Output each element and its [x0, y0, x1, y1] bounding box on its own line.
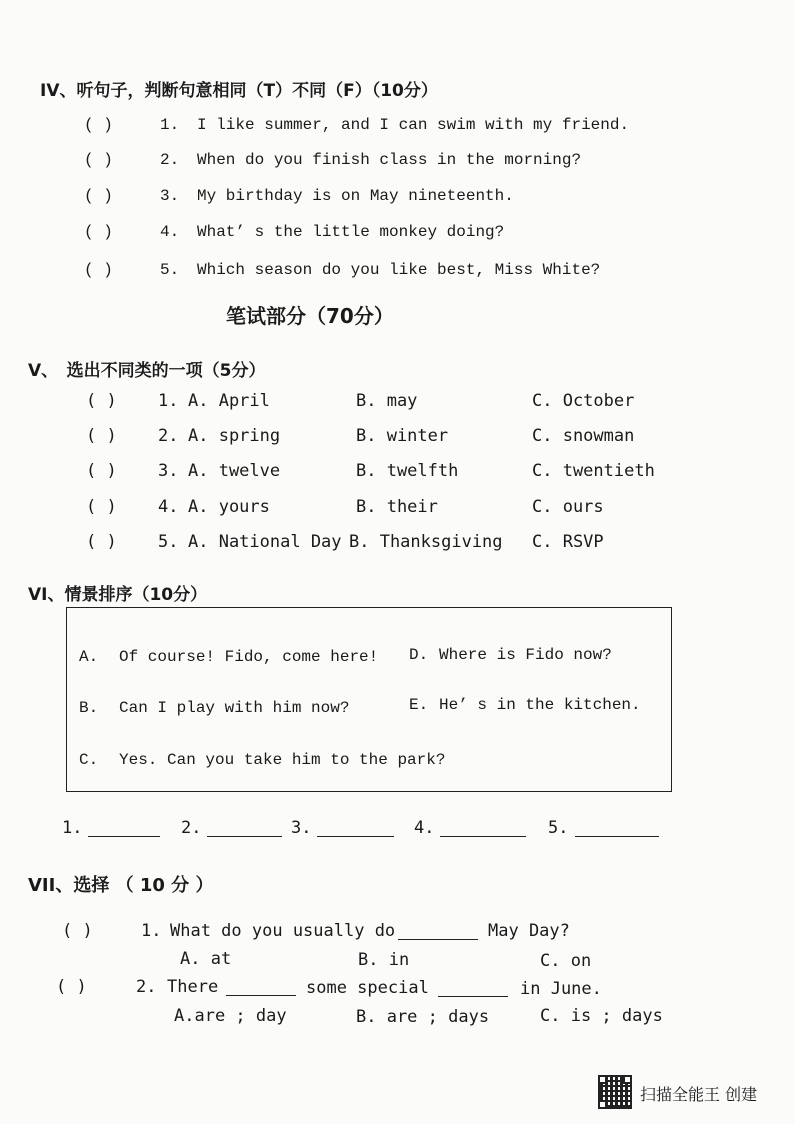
section-5-title: V、 选出不同类的一项（5分） — [28, 361, 266, 381]
blank-label-4: 4. — [414, 818, 435, 838]
answer-paren[interactable]: ( ) — [62, 921, 93, 941]
answer-paren[interactable]: ( ) — [84, 223, 113, 241]
question-blank-2[interactable] — [438, 982, 508, 997]
option-a: A. April — [188, 391, 270, 411]
answer-paren[interactable]: ( ) — [56, 977, 87, 997]
question-blank[interactable] — [398, 925, 478, 940]
question-blank-1[interactable] — [226, 981, 296, 996]
option-b: B. are ; days — [356, 1007, 490, 1027]
item-text: What’ s the little monkey doing? — [197, 223, 505, 241]
qr-code-icon — [598, 1075, 632, 1109]
item-number: 5. — [158, 532, 179, 552]
item-number: 4. — [158, 497, 179, 517]
sentence-a: Of course! Fido, come here! — [119, 648, 379, 666]
option-b: B. their — [356, 497, 438, 517]
answer-paren[interactable]: ( ) — [86, 532, 117, 552]
option-c: C. October — [532, 391, 635, 411]
sentence-e: He’ s in the kitchen. — [439, 696, 641, 714]
answer-paren[interactable]: ( ) — [84, 151, 113, 169]
sentence-b-label: B. — [79, 699, 99, 717]
blank-label-2: 2. — [181, 818, 202, 838]
sentence-c: Yes. Can you take him to the park? — [119, 751, 446, 769]
option-a: A. twelve — [188, 461, 281, 481]
option-c: C. ours — [532, 497, 604, 517]
dialogue-box — [66, 607, 672, 792]
question-text-after: May Day? — [488, 921, 570, 941]
item-text: I like summer, and I can swim with my friend. — [197, 116, 630, 134]
option-a: A. at — [180, 949, 232, 969]
option-c: C. is ; days — [540, 1006, 663, 1026]
section-7-title: VII、选择 （ 10 分 ） — [28, 875, 214, 896]
sentence-c-label: C. — [79, 751, 99, 769]
sentence-d: Where is Fido now? — [439, 646, 612, 664]
sentence-e-label: E. — [409, 696, 429, 714]
question-text-middle: some special — [306, 978, 429, 998]
item-number: 5. — [160, 261, 180, 279]
answer-blank-1[interactable] — [88, 822, 160, 837]
answer-blank-5[interactable] — [575, 822, 659, 837]
answer-paren[interactable]: ( ) — [86, 461, 117, 481]
answer-paren[interactable]: ( ) — [84, 116, 113, 134]
option-a: A. spring — [188, 426, 281, 446]
option-c: C. twentieth — [532, 461, 655, 481]
sentence-d-label: D. — [409, 646, 429, 664]
answer-blank-3[interactable] — [317, 822, 394, 837]
item-number: 4. — [160, 223, 180, 241]
item-text: Which season do you like best, Miss White? — [197, 261, 601, 279]
option-c: C. RSVP — [532, 532, 604, 552]
question-text-after: in June. — [520, 979, 602, 999]
blank-label-3: 3. — [291, 818, 312, 838]
item-number: 3. — [160, 187, 180, 205]
answer-paren[interactable]: ( ) — [86, 426, 117, 446]
option-c: C. snowman — [532, 426, 635, 446]
item-number: 2. — [158, 426, 179, 446]
item-number: 2. — [160, 151, 180, 169]
sentence-b: Can I play with him now? — [119, 699, 350, 717]
item-number: 3. — [158, 461, 179, 481]
option-b: B. winter — [356, 426, 449, 446]
option-b: B. Thanksgiving — [349, 532, 503, 552]
option-a: A.are ; day — [174, 1006, 287, 1026]
item-number: 1. — [160, 116, 180, 134]
blank-label-1: 1. — [62, 818, 83, 838]
answer-blank-4[interactable] — [440, 822, 526, 837]
answer-blank-2[interactable] — [207, 822, 282, 837]
scanner-watermark: 扫描全能王 创建 — [640, 1085, 758, 1104]
option-a: A. National Day — [188, 532, 342, 552]
item-number: 1. — [158, 391, 179, 411]
section-4-title: IV、听句子，判断句意相同（T）不同（F）（10分） — [40, 81, 438, 101]
option-b: B. in — [358, 950, 410, 970]
sentence-a-label: A. — [79, 648, 99, 666]
item-text: My birthday is on May nineteenth. — [197, 187, 514, 205]
question-number: 1. — [141, 921, 162, 941]
written-part-title: 笔试部分（70分） — [226, 304, 394, 328]
section-6-title: VI、情景排序（10分） — [28, 585, 208, 605]
answer-paren[interactable]: ( ) — [84, 187, 113, 205]
item-text: When do you finish class in the morning? — [197, 151, 582, 169]
option-a: A. yours — [188, 497, 270, 517]
answer-paren[interactable]: ( ) — [84, 261, 113, 279]
answer-paren[interactable]: ( ) — [86, 497, 117, 517]
question-text-before: There — [167, 977, 219, 997]
option-c: C. on — [540, 951, 592, 971]
answer-paren[interactable]: ( ) — [86, 391, 117, 411]
option-b: B. may — [356, 391, 418, 411]
question-number: 2. — [136, 977, 157, 997]
option-b: B. twelfth — [356, 461, 459, 481]
question-text-before: What do you usually do — [170, 921, 396, 941]
blank-label-5: 5. — [548, 818, 569, 838]
